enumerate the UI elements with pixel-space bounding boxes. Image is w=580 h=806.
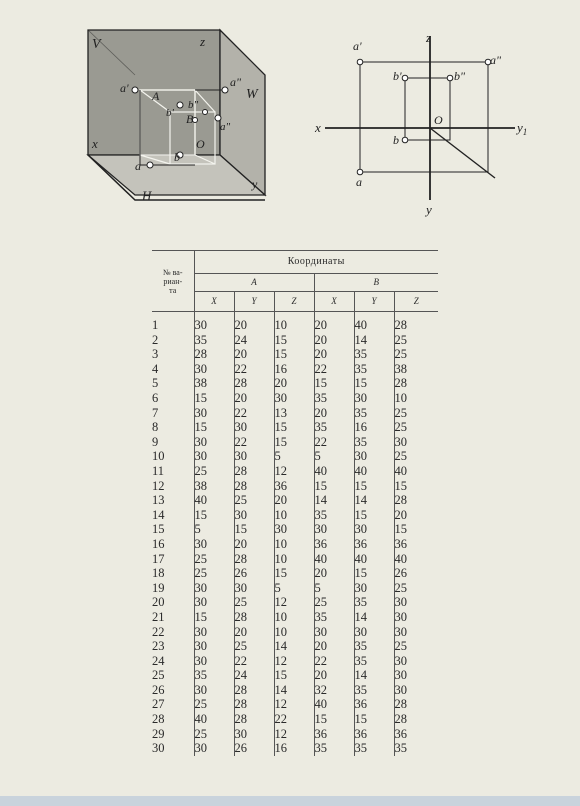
coordinate-cell: 14 [314, 493, 354, 508]
coordinate-cell: 35 [354, 347, 394, 362]
coordinate-cell: 16 [274, 362, 314, 377]
table-row [152, 508, 438, 523]
coordinate-cell: 10 [274, 537, 314, 552]
coordinate-cell: 10 [274, 508, 314, 523]
coordinate-cell: 28 [394, 493, 438, 508]
coordinate-cell: 30 [194, 312, 234, 333]
coordinate-cell: 16 [274, 741, 314, 756]
table-row [152, 391, 438, 406]
coordinate-cell: 25 [234, 493, 274, 508]
coordinate-cell: 30 [234, 581, 274, 596]
variant-number-cell: 13 [152, 493, 165, 508]
coordinate-cell: 36 [394, 727, 438, 742]
coordinate-cell: 25 [394, 347, 438, 362]
coordinate-cell: 10 [394, 391, 438, 406]
coordinate-cell: 14 [354, 333, 394, 348]
coordinate-cell: 20 [234, 624, 274, 639]
coordinate-cell: 30 [394, 624, 438, 639]
coordinate-cell: 15 [234, 522, 274, 537]
point-a-header: A [194, 274, 314, 292]
coordinate-cell: 35 [314, 420, 354, 435]
coordinate-cell: 15 [194, 508, 234, 523]
coordinate-cell: 36 [354, 537, 394, 552]
coordinate-cell: 25 [194, 566, 234, 581]
coordinate-cell: 28 [234, 479, 274, 494]
coordinates-table-wrapper [152, 250, 438, 756]
coordinate-cell: 30 [194, 624, 234, 639]
coordinate-cell: 14 [274, 683, 314, 698]
coordinate-cell: 28 [234, 697, 274, 712]
table-row [152, 493, 438, 508]
table-row [152, 654, 438, 669]
coordinate-cell: 30 [354, 391, 394, 406]
coordinate-cell: 20 [234, 347, 274, 362]
variant-number-cell: 21 [152, 609, 165, 624]
variant-number-cell: 23 [152, 639, 165, 654]
coordinate-cell: 28 [394, 697, 438, 712]
coordinate-cell: 15 [314, 479, 354, 494]
coordinate-cell: 30 [394, 668, 438, 683]
coordinate-cell: 14 [354, 668, 394, 683]
coordinate-cell: 30 [354, 624, 394, 639]
coordinate-cell: 5 [274, 449, 314, 464]
axis-header: Y [354, 292, 394, 312]
variant-number-cell: 19 [152, 580, 165, 595]
coordinate-cell: 15 [274, 420, 314, 435]
coordinate-cell: 13 [274, 406, 314, 421]
coordinate-cell: 15 [354, 479, 394, 494]
coordinate-cell: 25 [394, 581, 438, 596]
coordinate-cell: 35 [194, 668, 234, 683]
variant-number-cell: 17 [152, 551, 165, 566]
coordinate-cell: 14 [354, 610, 394, 625]
table-row [152, 435, 438, 450]
coordinate-cell: 12 [274, 727, 314, 742]
coordinate-cell: 35 [314, 508, 354, 523]
coordinate-cell: 15 [274, 566, 314, 581]
variant-number-cell: 15 [152, 522, 165, 537]
coordinate-cell: 20 [314, 639, 354, 654]
coordinate-cell: 35 [354, 435, 394, 450]
coordinate-cell: 20 [314, 312, 354, 333]
coordinate-cell: 10 [274, 610, 314, 625]
label-b: b [393, 133, 399, 147]
coordinate-cell: 36 [274, 479, 314, 494]
coordinate-cell: 30 [234, 727, 274, 742]
coordinate-cell: 5 [194, 522, 234, 537]
table-row [152, 610, 438, 625]
label-y: y [252, 177, 258, 191]
coordinate-cell: 25 [194, 552, 234, 567]
variant-number-cell: 30 [152, 741, 165, 756]
coordinate-cell: 15 [194, 391, 234, 406]
coordinate-cell: 25 [394, 639, 438, 654]
variant-header: № ва- риан- та [152, 251, 194, 312]
table-row [152, 464, 438, 479]
coordinate-cell: 40 [314, 464, 354, 479]
coordinate-cell: 15 [274, 347, 314, 362]
label-b: b [174, 150, 180, 164]
coordinate-cell: 25 [194, 727, 234, 742]
projection-box-figure [80, 20, 280, 210]
coordinate-cell: 22 [274, 712, 314, 727]
variant-number-cell: 2 [152, 332, 159, 347]
coordinate-cell: 12 [274, 464, 314, 479]
variant-number-cell: 8 [152, 420, 159, 435]
coordinate-cell: 25 [234, 595, 274, 610]
coordinate-cell: 35 [354, 406, 394, 421]
variant-number-cell: 20 [152, 595, 165, 610]
coordinate-cell: 15 [274, 333, 314, 348]
coordinate-cell: 10 [274, 552, 314, 567]
coordinate-cell: 20 [314, 333, 354, 348]
label-x: x [315, 120, 321, 135]
table-row [152, 449, 438, 464]
coordinate-cell: 38 [194, 479, 234, 494]
point-b-header: B [314, 274, 438, 292]
coordinate-cell: 12 [274, 654, 314, 669]
page-bottom-edge [0, 796, 580, 806]
table-row [152, 347, 438, 362]
variant-number-cell: 3 [152, 347, 159, 362]
label-H: H [142, 188, 152, 203]
table-row [152, 581, 438, 596]
coordinate-cell: 30 [394, 683, 438, 698]
label-a-prime: a' [120, 81, 129, 95]
coordinate-cell: 30 [194, 654, 234, 669]
coordinate-cell: 20 [274, 493, 314, 508]
label-O: O [434, 113, 443, 127]
coordinate-cell: 28 [234, 610, 274, 625]
coordinate-cell: 28 [394, 312, 438, 333]
axis-header: Z [394, 292, 438, 312]
coordinate-cell: 30 [394, 435, 438, 450]
label-B: B [186, 112, 194, 126]
coordinate-cell: 26 [234, 741, 274, 756]
variant-number-cell: 12 [152, 478, 165, 493]
label-y1: $y_1$ [517, 120, 528, 137]
coordinate-cell: 15 [314, 712, 354, 727]
coordinate-cell: 20 [234, 312, 274, 333]
table-row [152, 479, 438, 494]
coordinate-cell: 25 [394, 406, 438, 421]
coordinate-cell: 20 [274, 376, 314, 391]
coordinates-table-body [152, 312, 438, 756]
coordinate-cell: 10 [274, 624, 314, 639]
coordinate-cell: 28 [234, 464, 274, 479]
coordinate-cell: 16 [354, 420, 394, 435]
coordinate-cell: 22 [234, 406, 274, 421]
coordinate-cell: 25 [394, 449, 438, 464]
coordinate-cell: 15 [354, 712, 394, 727]
coordinate-cell: 30 [274, 391, 314, 406]
label-b-prime: b' [166, 107, 174, 119]
table-row [152, 420, 438, 435]
coordinate-cell: 30 [194, 581, 234, 596]
coordinate-cell: 30 [354, 449, 394, 464]
coordinate-cell: 30 [354, 522, 394, 537]
coordinate-cell: 30 [274, 522, 314, 537]
coordinate-cell: 28 [194, 347, 234, 362]
table-row [152, 595, 438, 610]
table-row [152, 312, 438, 333]
table-row [152, 727, 438, 742]
table-row [152, 406, 438, 421]
coordinate-cell: 30 [194, 449, 234, 464]
coordinate-cell: 40 [314, 552, 354, 567]
coordinate-cell: 28 [394, 376, 438, 391]
coordinate-cell: 35 [354, 595, 394, 610]
variant-number-cell: 4 [152, 361, 159, 376]
label-b-prime: b' [393, 69, 402, 83]
variant-number-cell: 25 [152, 668, 165, 683]
coordinate-cell: 15 [274, 435, 314, 450]
coordinate-cell: 10 [274, 312, 314, 333]
coordinate-cell: 30 [194, 683, 234, 698]
coordinate-cell: 15 [274, 668, 314, 683]
table-row [152, 552, 438, 567]
coordinate-cell: 20 [234, 391, 274, 406]
table-row [152, 537, 438, 552]
table-row [152, 741, 438, 756]
coordinate-cell: 12 [274, 595, 314, 610]
coordinate-cell: 30 [394, 595, 438, 610]
coordinate-cell: 25 [234, 639, 274, 654]
variant-number-cell: 14 [152, 507, 165, 522]
coordinate-cell: 15 [194, 610, 234, 625]
coordinate-cell: 36 [354, 697, 394, 712]
coordinate-cell: 25 [394, 420, 438, 435]
coordinate-cell: 38 [194, 376, 234, 391]
coordinate-cell: 25 [194, 697, 234, 712]
coordinate-cell: 28 [234, 683, 274, 698]
variant-number-cell: 6 [152, 391, 159, 406]
coordinate-cell: 15 [354, 566, 394, 581]
coordinate-cell: 24 [234, 668, 274, 683]
coordinate-cell: 24 [234, 333, 274, 348]
coordinates-header: Координаты [194, 251, 438, 274]
table-row [152, 362, 438, 377]
coordinate-cell: 40 [194, 493, 234, 508]
table-row [152, 376, 438, 391]
axis-header: X [314, 292, 354, 312]
coordinate-cell: 30 [194, 537, 234, 552]
coordinate-cell: 30 [194, 435, 234, 450]
coordinate-cell: 28 [394, 712, 438, 727]
variant-number-cell: 1 [152, 318, 159, 333]
coordinate-cell: 5 [274, 581, 314, 596]
variant-number-cell: 5 [152, 376, 159, 391]
table-row [152, 522, 438, 537]
coordinate-cell: 35 [314, 610, 354, 625]
coordinate-cell: 30 [234, 449, 274, 464]
table-row [152, 697, 438, 712]
coordinate-cell: 35 [394, 741, 438, 756]
coordinate-cell: 30 [314, 522, 354, 537]
coordinate-cell: 35 [354, 639, 394, 654]
label-a-dprime2: a" [220, 121, 231, 133]
table-row [152, 683, 438, 698]
label-b-dprime: b" [454, 69, 466, 83]
coordinate-cell: 30 [194, 406, 234, 421]
variant-number-cell: 22 [152, 624, 165, 639]
coordinate-cell: 15 [394, 479, 438, 494]
coordinate-cell: 20 [314, 566, 354, 581]
variant-number-cell: 26 [152, 682, 165, 697]
coordinate-cell: 35 [354, 362, 394, 377]
coordinate-cell: 26 [234, 566, 274, 581]
coordinate-cell: 22 [234, 362, 274, 377]
coordinate-cell: 12 [274, 697, 314, 712]
coordinate-cell: 30 [234, 420, 274, 435]
axis-header: Y [234, 292, 274, 312]
coordinate-cell: 25 [314, 595, 354, 610]
variant-number-cell: 16 [152, 536, 165, 551]
coordinate-cell: 30 [394, 610, 438, 625]
coordinate-cell: 25 [194, 464, 234, 479]
coordinate-cell: 26 [394, 566, 438, 581]
coordinate-cell: 5 [314, 449, 354, 464]
label-y: y [426, 202, 432, 217]
label-a-dprime: a" [490, 53, 502, 67]
coordinate-cell: 36 [354, 727, 394, 742]
coordinate-cell: 14 [354, 493, 394, 508]
coordinate-cell: 35 [354, 683, 394, 698]
variant-number-cell: 24 [152, 653, 165, 668]
coordinate-cell: 30 [194, 639, 234, 654]
coordinate-cell: 15 [194, 420, 234, 435]
coordinate-cell: 5 [314, 581, 354, 596]
coordinate-cell: 20 [234, 537, 274, 552]
coordinate-cell: 38 [394, 362, 438, 377]
table-row [152, 668, 438, 683]
label-a-prime: a' [353, 39, 362, 53]
variant-number-cell: 9 [152, 434, 159, 449]
coordinate-cell: 30 [194, 595, 234, 610]
coordinate-cell: 36 [394, 537, 438, 552]
coordinate-cell: 32 [314, 683, 354, 698]
coordinate-cell: 15 [354, 376, 394, 391]
label-b-dprime: b" [188, 99, 199, 111]
label-a: a [135, 159, 141, 173]
coordinate-cell: 35 [354, 654, 394, 669]
coordinate-cell: 20 [394, 508, 438, 523]
coordinate-cell: 35 [194, 333, 234, 348]
coordinate-cell: 20 [314, 347, 354, 362]
label-a-dprime: a" [230, 75, 242, 89]
label-V: V [92, 37, 101, 52]
coordinate-cell: 30 [354, 581, 394, 596]
coordinate-cell: 15 [394, 522, 438, 537]
table-row [152, 624, 438, 639]
label-z: z [426, 30, 432, 45]
coordinate-cell: 15 [314, 376, 354, 391]
axis-header: X [194, 292, 234, 312]
variant-number-cell: 29 [152, 726, 165, 741]
table-row [152, 712, 438, 727]
coordinate-cell: 35 [314, 741, 354, 756]
coordinate-cell: 40 [394, 552, 438, 567]
coordinate-cell: 25 [394, 333, 438, 348]
coordinate-cell: 22 [314, 362, 354, 377]
coordinates-table [152, 250, 438, 756]
coordinate-cell: 40 [314, 697, 354, 712]
label-z: z [200, 34, 206, 49]
coordinate-cell: 28 [234, 552, 274, 567]
coordinate-cell: 35 [314, 391, 354, 406]
table-row [152, 333, 438, 348]
variant-number-cell: 7 [152, 405, 159, 420]
coordinate-cell: 30 [194, 741, 234, 756]
coordinate-cell: 40 [354, 464, 394, 479]
coordinate-cell: 30 [394, 654, 438, 669]
coordinate-cell: 28 [234, 712, 274, 727]
table-row [152, 566, 438, 581]
coordinate-cell: 30 [234, 508, 274, 523]
coordinate-cell: 40 [354, 552, 394, 567]
coordinate-cell: 30 [194, 362, 234, 377]
coordinate-cell: 20 [314, 668, 354, 683]
coordinate-cell: 30 [314, 624, 354, 639]
label-x: x [92, 136, 98, 151]
coordinate-cell: 36 [314, 537, 354, 552]
variant-number-cell: 27 [152, 697, 165, 712]
coordinate-cell: 14 [274, 639, 314, 654]
coordinate-cell: 22 [314, 654, 354, 669]
variant-number-cell: 11 [152, 463, 165, 478]
coordinate-cell: 40 [194, 712, 234, 727]
coordinate-cell: 22 [314, 435, 354, 450]
label-W: W [246, 87, 258, 102]
coordinate-cell: 35 [354, 741, 394, 756]
label-A: A [152, 89, 160, 103]
coordinate-cell: 28 [234, 376, 274, 391]
coordinate-cell: 40 [354, 312, 394, 333]
coordinate-cell: 20 [314, 406, 354, 421]
axis-header: Z [274, 292, 314, 312]
coordinate-cell: 36 [314, 727, 354, 742]
table-row [152, 639, 438, 654]
variant-number-cell: 18 [152, 566, 165, 581]
orthographic-projection-figure [305, 28, 535, 218]
coordinate-cell: 40 [394, 464, 438, 479]
coordinate-cell: 15 [354, 508, 394, 523]
variant-number-cell: 28 [152, 712, 165, 727]
variant-number-cell: 10 [152, 449, 165, 464]
coordinate-cell: 22 [234, 435, 274, 450]
label-O: O [196, 137, 205, 151]
label-a: a [356, 175, 362, 189]
coordinate-cell: 22 [234, 654, 274, 669]
